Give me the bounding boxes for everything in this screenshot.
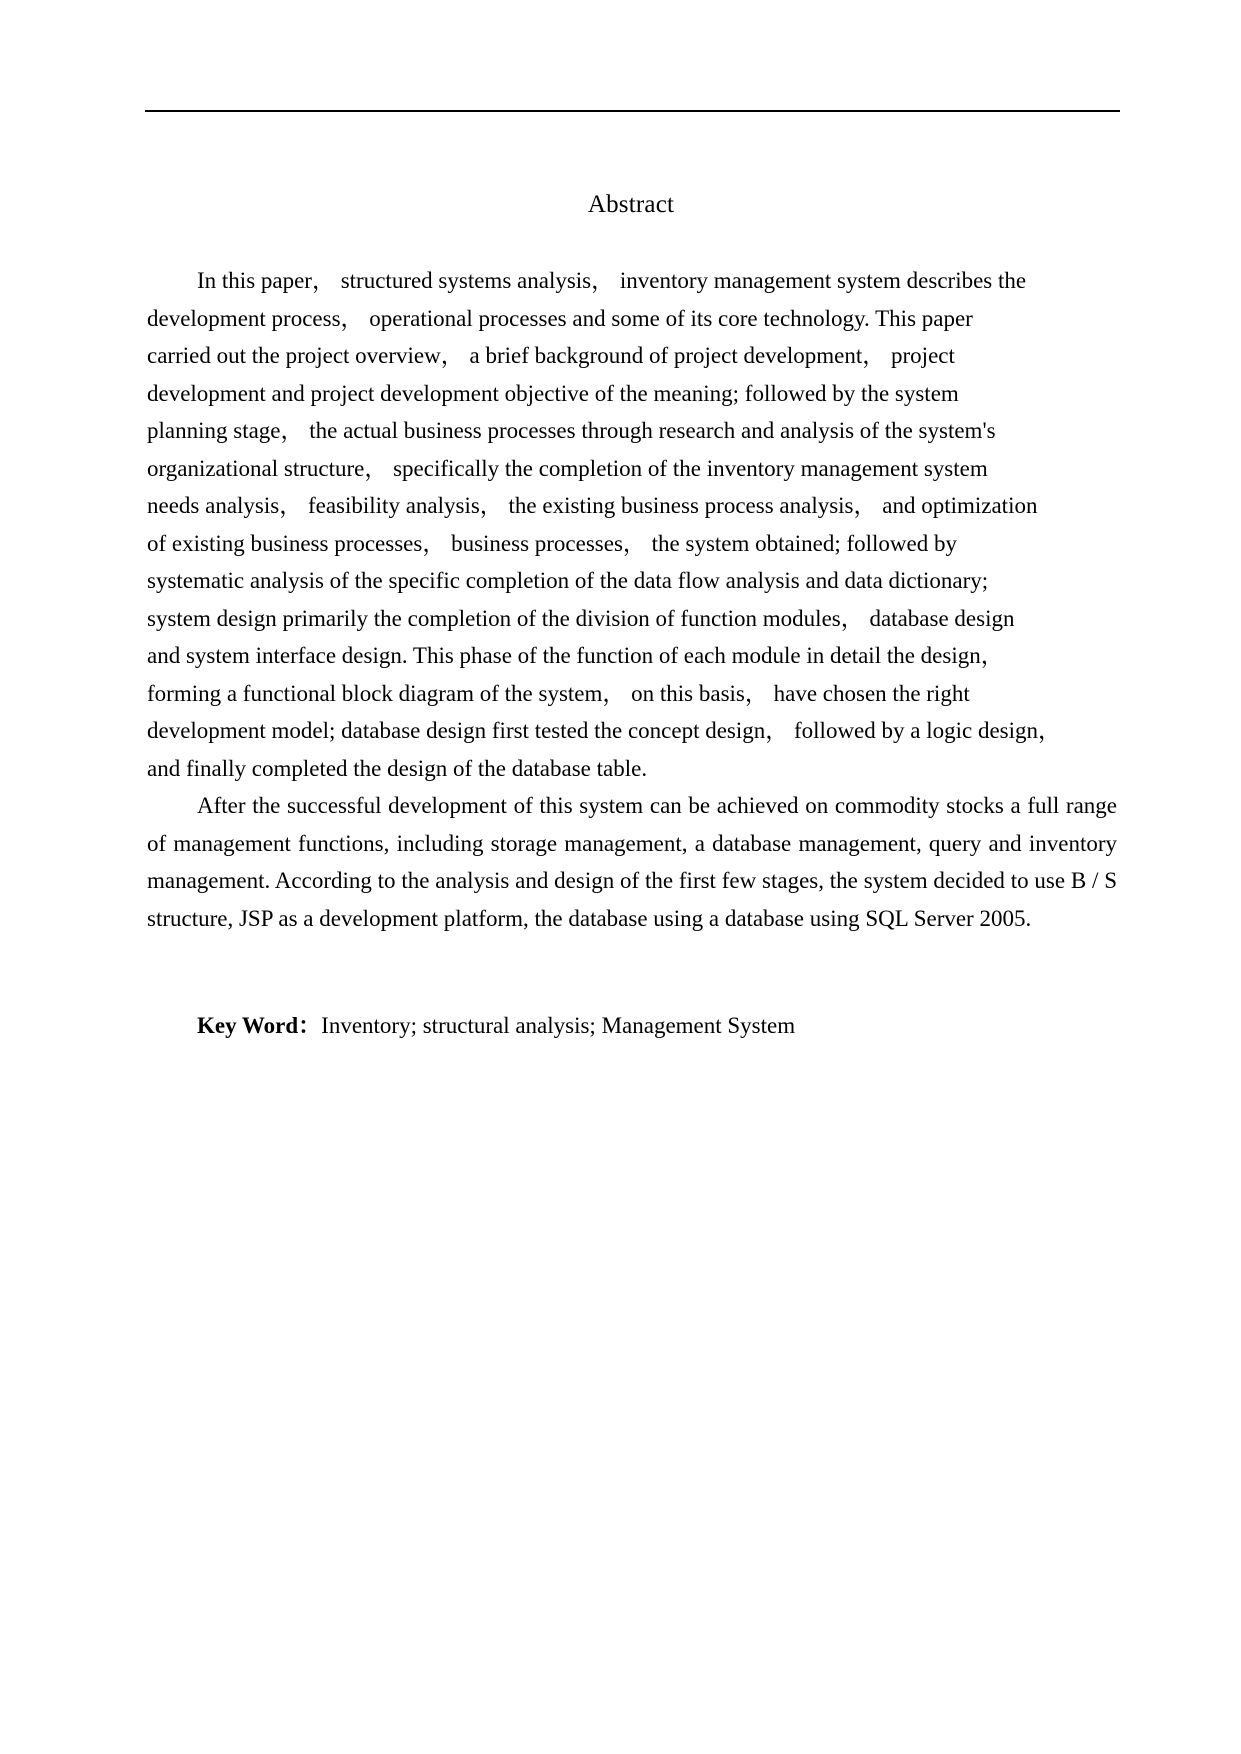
abstract-paragraph-1: In this paper， structured systems analysis， inventory management system describes the development process， operational processes and some of its core technology. This paper carried out the project overview， a brief background of project development， project development and project development objective of the meaning; followed by the system planning stage， the actual business processes through research and analysis of the system's organizational structure， specifically the completion of the inventory management system needs analysis， feasibility analysis， the existing business process analysis， and optimization of existing business processes， business processes， the system obtained; followed by systematic analysis of the specific completion of the data flow analysis and data dictionary; system design primarily the completion of the division of function modules， database design and system interface design. This phase of the function of each module in detail the design， forming a functional block diagram of the system， on this basis， have chosen the right development model; database design first tested the concept design， followed by a logic design， and finally completed the design of the database table. (147, 268, 1062, 781)
keywords-text: Inventory; structural analysis; Management System (321, 1013, 796, 1038)
abstract-paragraph-2: After the successful development of this system can be achieved on commodity stocks a full range of management functions, including storage management, a database management, query and inventory management. According to the analysis and design of the first few stages, the system decided to use B / S structure, JSP as a development platform, the database using a database using SQL Server 2005. (147, 793, 1117, 931)
keywords-line (197, 1007, 795, 1045)
abstract-body (147, 262, 1132, 937)
abstract-title: Abstract (587, 191, 675, 218)
keywords-label: Key Word： (197, 1013, 322, 1038)
header-rule (145, 110, 1120, 112)
